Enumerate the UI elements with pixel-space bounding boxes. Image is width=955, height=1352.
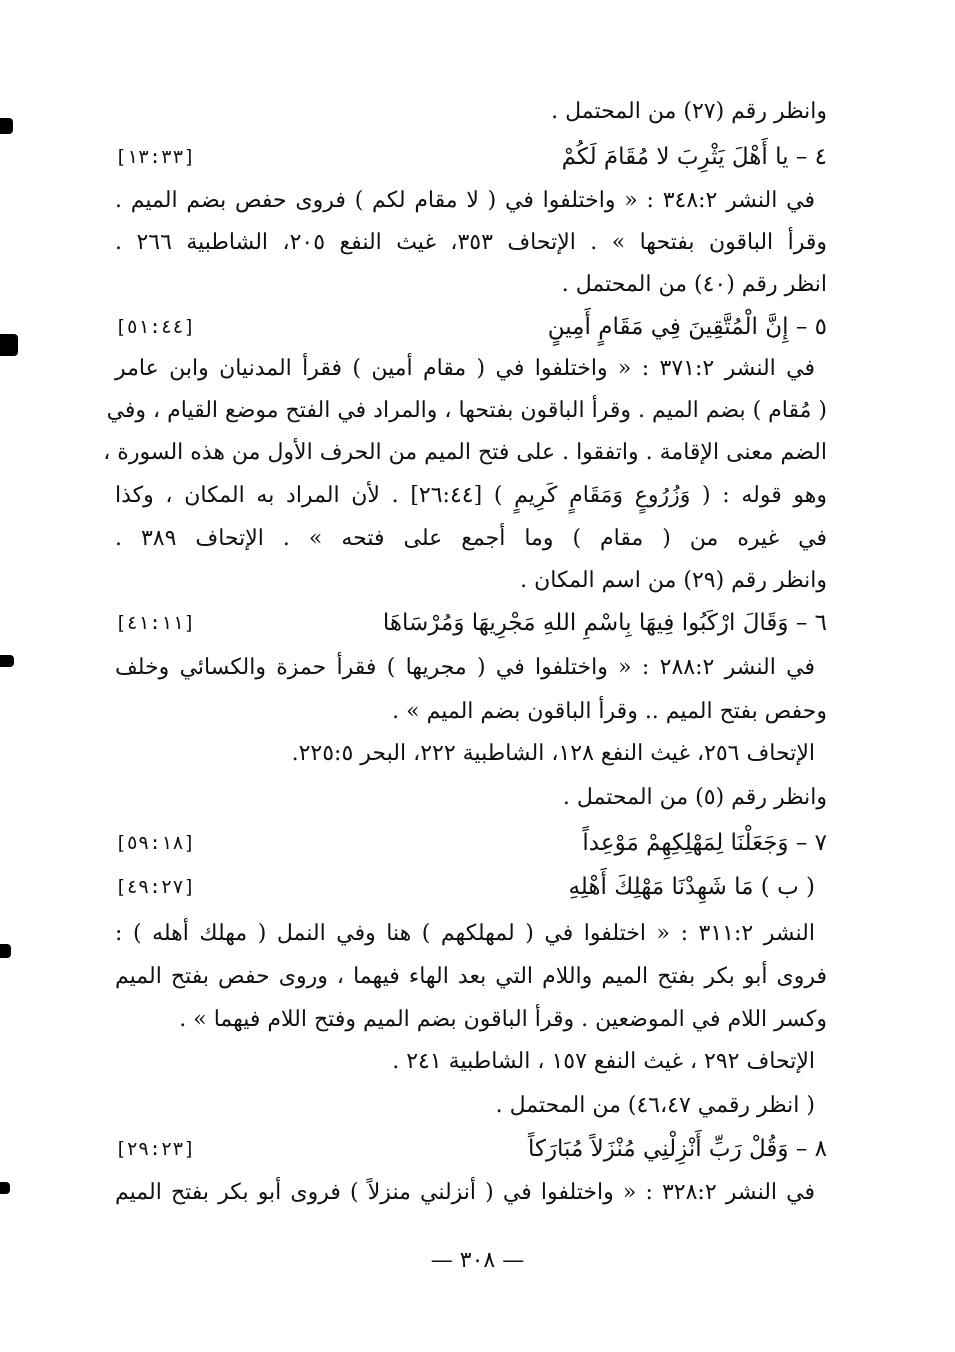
text-line: وكسر اللام في الموضعين . وقرأ الباقون بضم الميم وفتح اللام فيهما » . xyxy=(179,1007,827,1032)
verse-reference: [٥٩:١٨] xyxy=(115,832,196,854)
text-line: الإتحاف ٢٩٢ ، غيث النفع ١٥٧ ، الشاطبية ٢٤١ . xyxy=(392,1049,815,1074)
verse-reference: [١٣:٣٣] xyxy=(115,146,196,168)
text-line: في غيره من ( مقام ) وما أجمع على فتحه » . الإتحاف ٣٨٩ . xyxy=(115,526,827,551)
text-line: وانظر رقم (٢٩) من اسم المكان . xyxy=(520,568,827,593)
text-line: وقرأ الباقون بفتحها » . الإتحاف ٣٥٣، غيث النفع ٢٠٥، الشاطبية ٢٦٦ . xyxy=(115,230,827,255)
text-line: ( انظر رقمي ٤٦،٤٧) من المحتمل . xyxy=(495,1093,815,1118)
text-line: في النشر ٢٨٨:٢ : « واختلفوا في ( مجريها ) فقرأ حمزة والكسائي وخلف xyxy=(115,655,816,680)
text-line: الإتحاف ٢٥٦، غيث النفع ١٢٨، الشاطبية ٢٢٢، البحر ٢٢٥:٥. xyxy=(291,741,815,766)
text-line: الضم معنى الإقامة . واتفقوا . على فتح الميم من الحرف الأول من هذه السورة ، xyxy=(103,440,827,465)
verse-reference: [٢٩:٢٣] xyxy=(115,1138,196,1160)
text-line: فروى أبو بكر بفتح الميم واللام التي بعد الهاء فيهما ، وروى حفص بفتح الميم xyxy=(115,964,827,989)
text-line: وحفص بفتح الميم .. وقرأ الباقون بضم الميم » . xyxy=(392,699,827,724)
verse-row xyxy=(115,872,827,902)
verse-text: ٤ – يا أَهْلَ يَثْرِبَ لا مُقَامَ لَكُمْ xyxy=(561,144,827,170)
verse-text: ٨ – وَقُلْ رَبِّ أَنْزِلْنِي مُنْزَلاً مُبَارَكاً xyxy=(527,1136,827,1162)
verse-row xyxy=(115,828,827,858)
text-line: النشر ٣١١:٢ : « اختلفوا في ( لمهلكهم ) هنا وفي النمل ( مهلك أهله ) : xyxy=(115,921,815,946)
text-line: وهو قوله : ( وَزُرُوعٍ وَمَقَامٍ كَرِيمٍ ) [٢٦:٤٤] . لأن المراد به المكان ، وكذا xyxy=(115,483,827,508)
binding-mark xyxy=(0,118,13,134)
text-line: في النشر ٣٢٨:٢ : « واختلفوا في ( أنزلني منزلاً ) فروى أبو بكر بفتح الميم xyxy=(115,1180,815,1205)
page-number: — ٣٠٨ — xyxy=(430,1248,525,1273)
text-line: ( مُقام ) بضم الميم . وقرأ الباقون بفتحها ، والمراد في الفتح موضع القيام ، وفي xyxy=(106,398,827,423)
verse-text: ٦ – وَقَالَ ارْكَبُوا فِيهَا بِاسْمِ اللهِ مَجْرِيهَا وَمُرْسَاهَا xyxy=(382,610,827,636)
text-line: في النشر ٣٧١:٢ : « واختلفوا في ( مقام أمين ) فقرأ المدنيان وابن عامر xyxy=(115,356,816,381)
verse-reference: [٤١:١١] xyxy=(115,612,196,634)
verse-reference: [٥١:٤٤] xyxy=(115,316,196,338)
verse-row xyxy=(115,312,827,342)
text-line: وانظر رقم (٥) من المحتمل . xyxy=(562,785,827,810)
verse-row xyxy=(115,142,827,172)
text-line: وانظر رقم (٢٧) من المحتمل . xyxy=(551,99,827,124)
binding-mark xyxy=(0,655,14,667)
binding-mark xyxy=(0,334,18,356)
text-line: انظر رقم (٤٠) من المحتمل . xyxy=(561,272,827,297)
verse-text: ( ب ) مَا شَهِدْنَا مَهْلِكَ أَهْلِهِ xyxy=(568,874,815,900)
verse-row xyxy=(115,1134,827,1164)
verse-text: ٧ – وَجَعَلْنَا لِمَهْلِكِهِمْ مَوْعِداً xyxy=(582,830,827,856)
binding-mark xyxy=(0,944,11,958)
binding-mark xyxy=(0,1182,10,1194)
text-line: في النشر ٣٤٨:٢ : « واختلفوا في ( لا مقام لكم ) فروى حفص بضم الميم . xyxy=(115,188,815,213)
verse-reference: [٤٩:٢٧] xyxy=(115,876,196,898)
verse-text: ٥ – إِنَّ الْمُتَّقِينَ فِي مَقَامٍ أَمِينٍ xyxy=(547,314,827,340)
verse-row xyxy=(115,608,827,638)
